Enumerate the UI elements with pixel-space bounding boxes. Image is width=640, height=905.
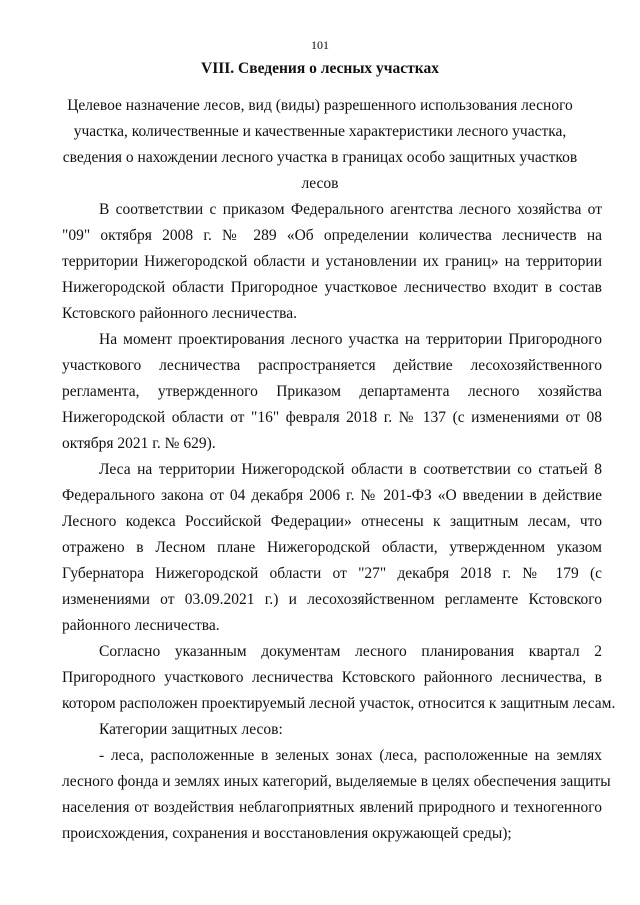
paragraph-line: - леса, расположенные в зеленых зонах (леса, расположенные на землях: [99, 747, 602, 764]
paragraph-line: Категории защитных лесов:: [99, 721, 283, 738]
paragraph-line: Губернатора Нижегородской области от "27" декабря 2018 г. № 179 (с: [62, 565, 602, 582]
paragraph-line: Нижегородской области от "16" февраля 2018 г. № 137 (с изменениями от 08: [62, 409, 602, 426]
paragraph-line: котором расположен проектируемый лесной участок, относится к защитным лесам.: [62, 695, 616, 712]
paragraph-line: изменениями от 03.09.2021 г.) и лесохозяйственном регламенте Кстовского: [62, 591, 602, 608]
paragraph-line: Кстовского районного лесничества.: [62, 305, 298, 322]
paragraph-line: октября 2021 г. № 629).: [62, 435, 216, 452]
paragraph-line: Федерального закона от 04 декабря 2006 г. № 201-ФЗ «О введении в действие: [62, 487, 602, 504]
section-title: VIII. Сведения о лесных участках: [201, 60, 439, 77]
paragraph-line: участкового лесничества распространяется действие лесохозяйственного: [62, 357, 602, 374]
subtitle-line: участка, количественные и качественные характеристики лесного участка,: [73, 123, 567, 140]
paragraph-line: Лесного кодекса Российской Федерации» отнесены к защитным лесам, что: [62, 513, 602, 530]
paragraph-line: регламента, утвержденного Приказом департамента лесного хозяйства: [62, 383, 602, 400]
paragraph-line: Пригородного участкового лесничества Кстовского районного лесничества, в: [62, 669, 602, 686]
subtitle-line: сведения о нахождении лесного участка в границах особо защитных участков: [62, 149, 578, 166]
paragraph-line: На момент проектирования лесного участка на территории Пригородного: [99, 331, 602, 348]
paragraph-line: В соответствии с приказом Федерального агентства лесного хозяйства от: [99, 201, 602, 218]
paragraph-line: "09" октября 2008 г. № 289 «Об определении количества лесничеств на: [62, 227, 602, 244]
paragraph-line: Согласно указанным документам лесного планирования квартал 2: [99, 643, 602, 660]
paragraph-line: Леса на территории Нижегородской области в соответствии со статьей 8: [99, 461, 602, 478]
paragraph-line: происхождения, сохранения и восстановления окружающей среды);: [62, 825, 512, 842]
subtitle-line: лесов: [301, 175, 339, 192]
subtitle-line: Целевое назначение лесов, вид (виды) разрешенного использования лесного: [67, 97, 573, 114]
paragraph-line: населения от воздействия неблагоприятных явлений природного и техногенного: [62, 799, 602, 816]
paragraph-line: лесного фонда и землях иных категорий, выделяемые в целях обеспечения защиты: [62, 773, 611, 790]
paragraph-line: территории Нижегородской области и установлении их границ» на территории: [62, 253, 602, 270]
paragraph-line: районного лесничества.: [62, 617, 220, 634]
paragraph-line: Нижегородской области Пригородное участковое лесничество входит в состав: [62, 279, 602, 296]
page-number: 101: [311, 38, 329, 52]
paragraph-line: отражено в Лесном плане Нижегородской области, утвержденном указом: [62, 539, 602, 556]
